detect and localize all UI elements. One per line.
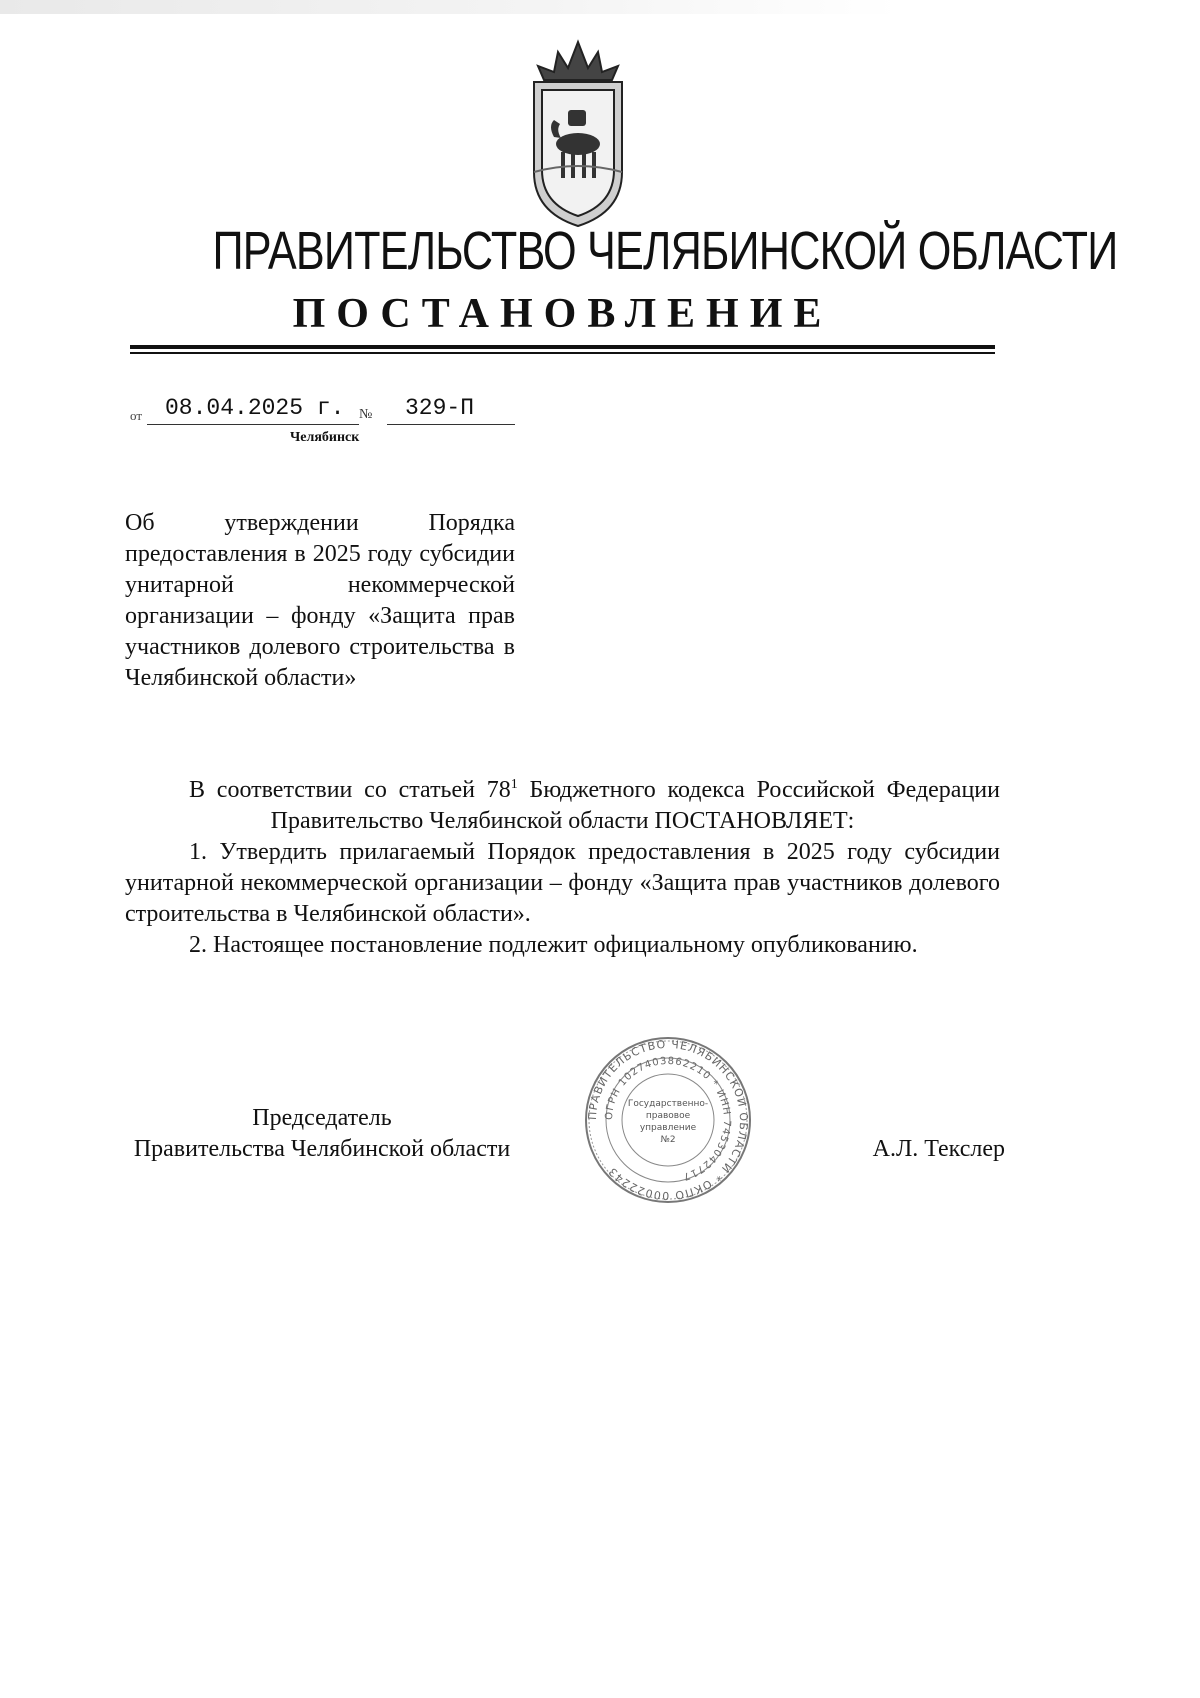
official-seal-icon	[584, 1036, 752, 1204]
article-superscript: 1	[510, 777, 518, 792]
document-body	[125, 775, 1000, 961]
scan-edge-artifact	[0, 0, 900, 14]
document-type-heading: ПОСТАНОВЛЕНИЕ	[292, 291, 833, 337]
organization-title: ПРАВИТЕЛЬСТВО ЧЕЛЯБИНСКОЙ ОБЛАСТИ	[212, 221, 1118, 281]
date-underline	[147, 424, 359, 425]
number-prefix: №	[359, 407, 373, 422]
document-date: 08.04.2025 г.	[165, 395, 345, 421]
date-number-row	[125, 393, 525, 433]
seal-center-line-1: Государственно-	[627, 1099, 709, 1109]
resolution-item-1: 1. Утвердить прилагаемый Порядок предоставления в 2025 году субсидии унитарной некоммерческой организации – фонду «Защита прав участников долевого строительства в Челябинской области».	[125, 839, 1000, 927]
coat-of-arms-icon	[524, 22, 632, 230]
document-number: 329-П	[405, 395, 475, 421]
date-prefix: от	[130, 408, 143, 423]
signatory-role-line-1: Председатель	[252, 1105, 392, 1131]
header-rule-thin	[130, 352, 995, 354]
signatory-role	[122, 1103, 522, 1165]
seal-inner-ring-text: ОГРН 1027403862210 * ИНН 7453042717	[603, 1055, 733, 1182]
header-rule-thick	[130, 345, 995, 349]
preamble-text-end: Бюджетного кодекса Российской Федерации	[517, 777, 1000, 803]
seal-center-line-4: №2	[660, 1135, 676, 1145]
signatory-name: А.Л. Текслер	[872, 1136, 1005, 1162]
seal-center-line-3: управление	[639, 1123, 697, 1133]
issue-city: Челябинск	[290, 430, 360, 445]
document-subject: Об утверждении Порядка предоставления в 2025 году субсидии унитарной некоммерческой организации – фонду «Защита прав участников долевого строительства в Челябинской области»	[125, 510, 515, 691]
preamble-paragraph	[125, 775, 1000, 806]
signatory-role-line-2: Правительства Челябинской области	[133, 1136, 511, 1162]
number-underline	[387, 424, 515, 425]
preamble-text-start: В соответствии со статьей 78	[189, 777, 511, 803]
seal-outer-text: ПРАВИТЕЛЬСТВО ЧЕЛЯБИНСКОЙ ОБЛАСТИ * ОКПО 00022243	[585, 1037, 751, 1203]
seal-center-line-2: правовое	[645, 1111, 691, 1121]
resolution-line: Правительство Челябинской области ПОСТАНОВЛЯЕТ:	[270, 808, 855, 834]
resolution-item-2: 2. Настоящее постановление подлежит официальному опубликованию.	[189, 932, 918, 958]
